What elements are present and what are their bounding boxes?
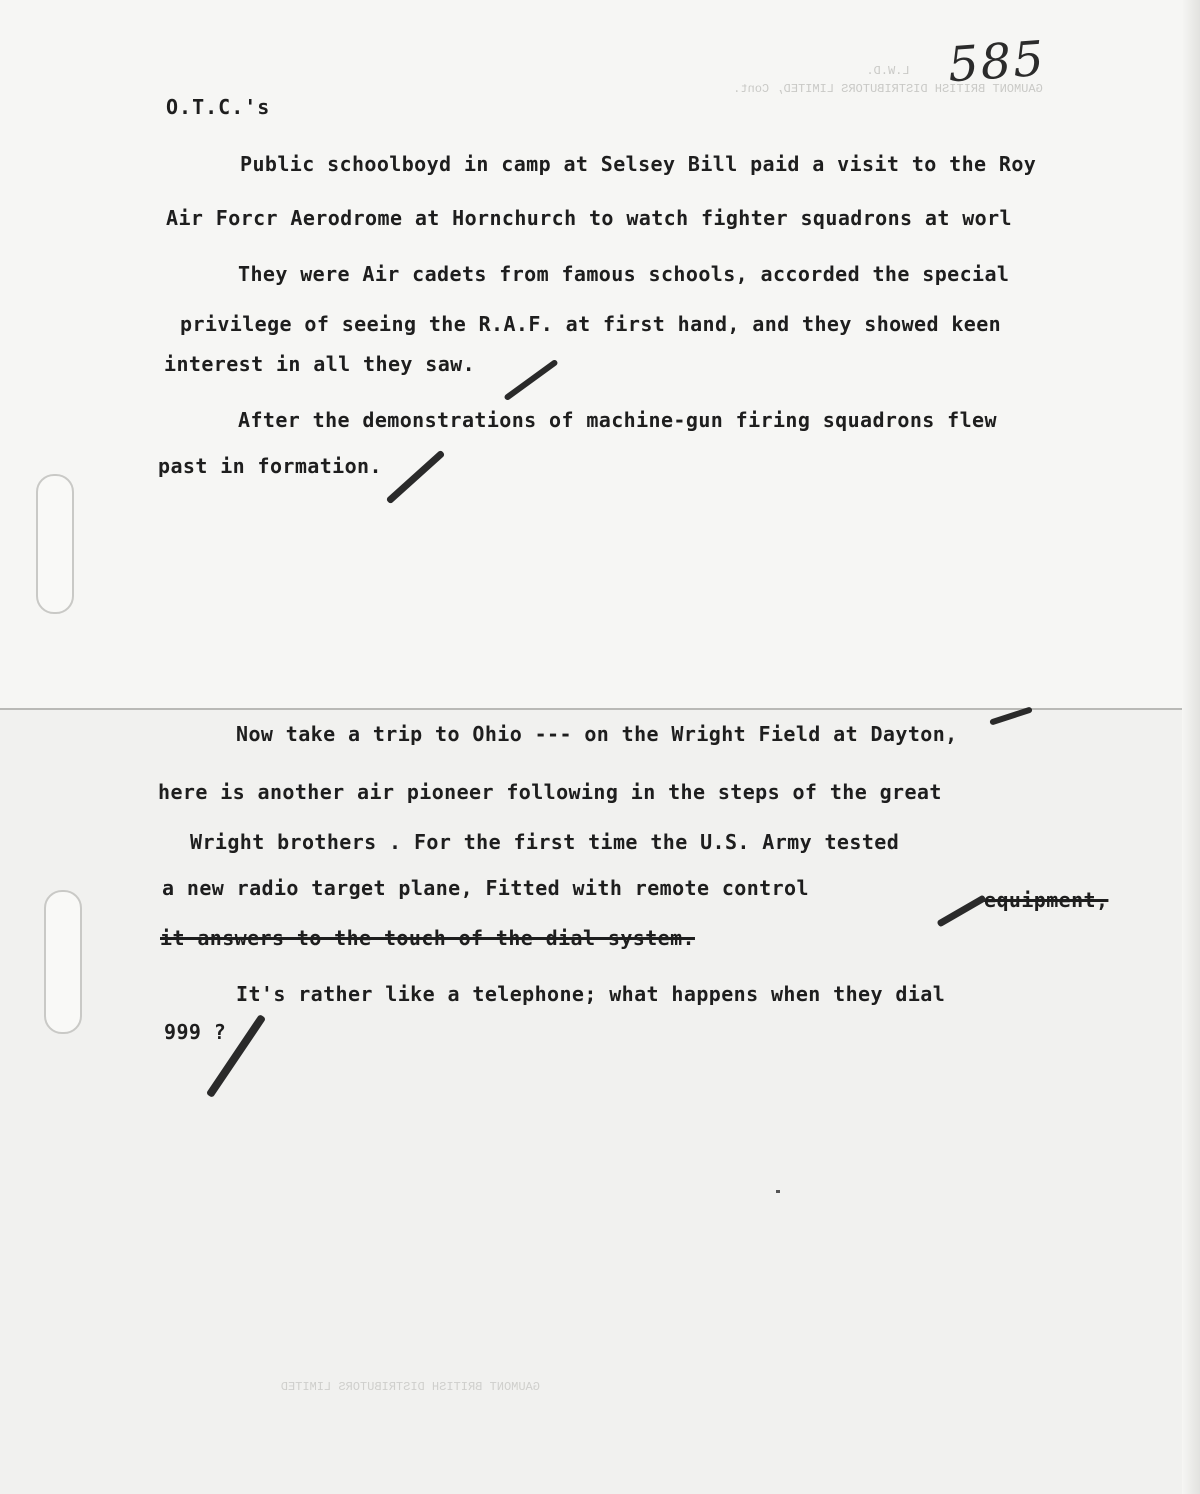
- page-edge-shadow: [1182, 0, 1200, 1494]
- text-line: They were Air cadets from famous schools, accorded the special: [238, 262, 1010, 286]
- text-line: Wright brothers . For the first time the U.S. Army tested: [190, 830, 900, 854]
- struck-text: equipment,: [984, 888, 1109, 912]
- bleed-through-line-1: L.W.D.: [866, 64, 910, 78]
- pasted-lower-sheet: [0, 708, 1200, 1494]
- text-line: here is another air pioneer following in the steps of the great: [158, 780, 942, 804]
- binder-hole-top: [36, 474, 74, 614]
- text-line: Air Forcr Aerodrome at Hornchurch to watch fighter squadrons at worl: [166, 206, 1012, 230]
- editor-slash-mark: [503, 359, 558, 401]
- text-line: Now take a trip to Ohio --- on the Wright Field at Dayton,: [236, 722, 958, 746]
- binder-hole-bottom: [44, 890, 82, 1034]
- text-line: Public schoolboyd in camp at Selsey Bill paid a visit to the Roy: [240, 152, 1037, 176]
- editor-slash-mark: [386, 450, 446, 505]
- text-line: privilege of seeing the R.A.F. at first hand, and they showed keen: [180, 312, 1002, 336]
- page-title: O.T.C.'s: [166, 95, 271, 119]
- text-line: It's rather like a telephone; what happens when they dial: [236, 982, 946, 1006]
- stray-mark: [776, 1190, 780, 1193]
- text-line: 999 ?: [164, 1020, 227, 1044]
- handwritten-page-number: 585: [946, 30, 1048, 94]
- bleed-through-line-2: GAUMONT BRITISH DISTRIBUTORS LIMITED, Cont.: [733, 82, 1043, 96]
- text-line: interest in all they saw.: [164, 352, 476, 376]
- text-line: a new radio target plane, Fitted with remote control: [162, 876, 809, 900]
- struck-text: it answers to the touch of the dial system.: [160, 926, 695, 950]
- bleed-through-footer: GAUMONT BRITISH DISTRIBUTORS LIMITED: [280, 1380, 540, 1394]
- text-line: After the demonstrations of machine-gun firing squadrons flew: [238, 408, 997, 432]
- text-line: past in formation.: [158, 454, 382, 478]
